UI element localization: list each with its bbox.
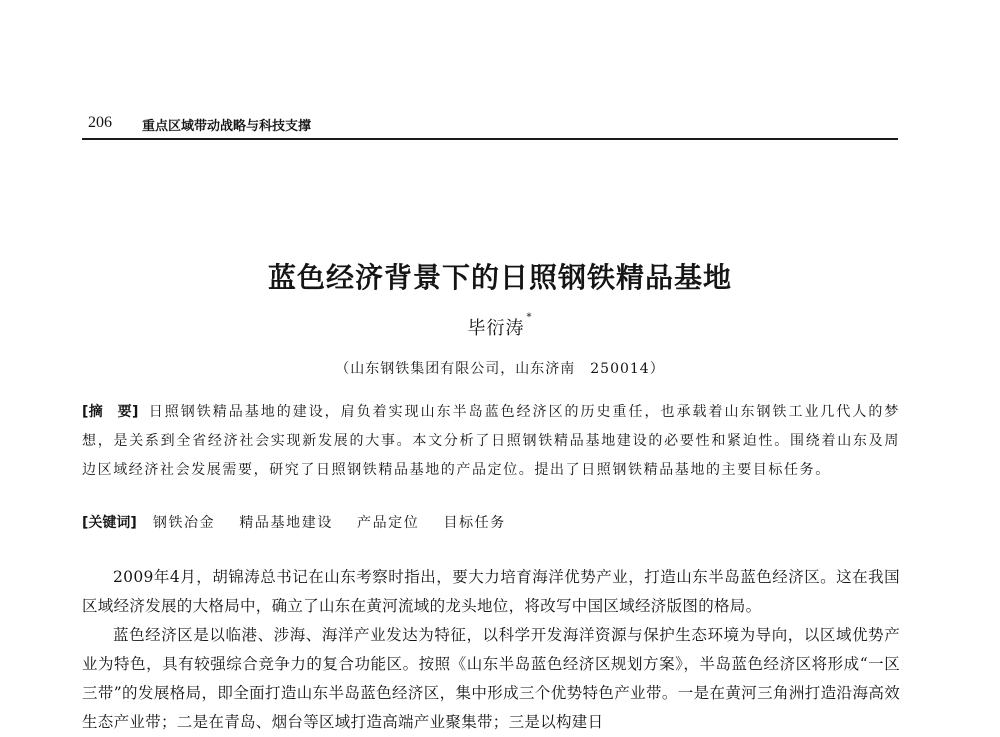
keywords <box>82 510 900 536</box>
article-body <box>82 563 900 737</box>
keywords-label: [关键词] <box>82 515 137 531</box>
abstract-label: [摘 要] <box>82 404 139 420</box>
body-paragraph: 2009年4月，胡锦涛总书记在山东考察时指出，要大力培育海洋优势产业，打造山东半岛蓝色经济区。这在我国区域经济发展的大格局中，确立了山东在黄河流域的龙头地位，将改写中国区域经济版图的格局。 <box>82 568 900 615</box>
author-name: 毕衍涛 <box>467 318 525 339</box>
article-title: 蓝色经济背景下的日照钢铁精品基地 <box>267 261 732 294</box>
affiliation: （山东钢铁集团有限公司，山东济南 250014） <box>335 361 665 377</box>
keyword: 钢铁冶金 <box>152 515 216 531</box>
abstract <box>82 398 900 485</box>
author-line <box>0 314 1000 340</box>
keyword: 目标任务 <box>443 515 506 531</box>
running-title: 重点区域带动战略与科技支撑 <box>142 119 312 134</box>
abstract-text: 日照钢铁精品基地的建设，肩负着实现山东半岛蓝色经济区的历史重任，也承载着山东钢铁工业几代人的梦想，是关系到全省经济社会实现新发展的大事。本文分析了日照钢铁精品基地建设的必要性和紧迫性。围绕着山东及周边区域经济社会发展需要，研究了日照钢铁精品基地的产品定位。提出了日照钢铁精品基地的主要目标任务。 <box>82 404 901 478</box>
author-footnote-mark: * <box>526 312 533 323</box>
page-number: 206 <box>88 114 112 131</box>
body-paragraph: 蓝色经济区是以临港、涉海、海洋产业发达为特征，以科学开发海洋资源与保护生态环境为导向，以区域优势产业为特色，具有较强综合竞争力的复合功能区。按照《山东半岛蓝色经济区规划方案》，半岛蓝色经济区将形成“一区三带”的发展格局，即全面打造山东半岛蓝色经济区，集中形成三个优势特色产业带。一是在黄河三角洲打造沿海高效生态产业带；二是在青岛、烟台等区域打造高端产业聚集带；三是以构建日 <box>82 626 900 731</box>
keyword: 产品定位 <box>357 515 420 531</box>
keyword: 精品基地建设 <box>239 515 333 531</box>
page-header <box>82 114 898 140</box>
